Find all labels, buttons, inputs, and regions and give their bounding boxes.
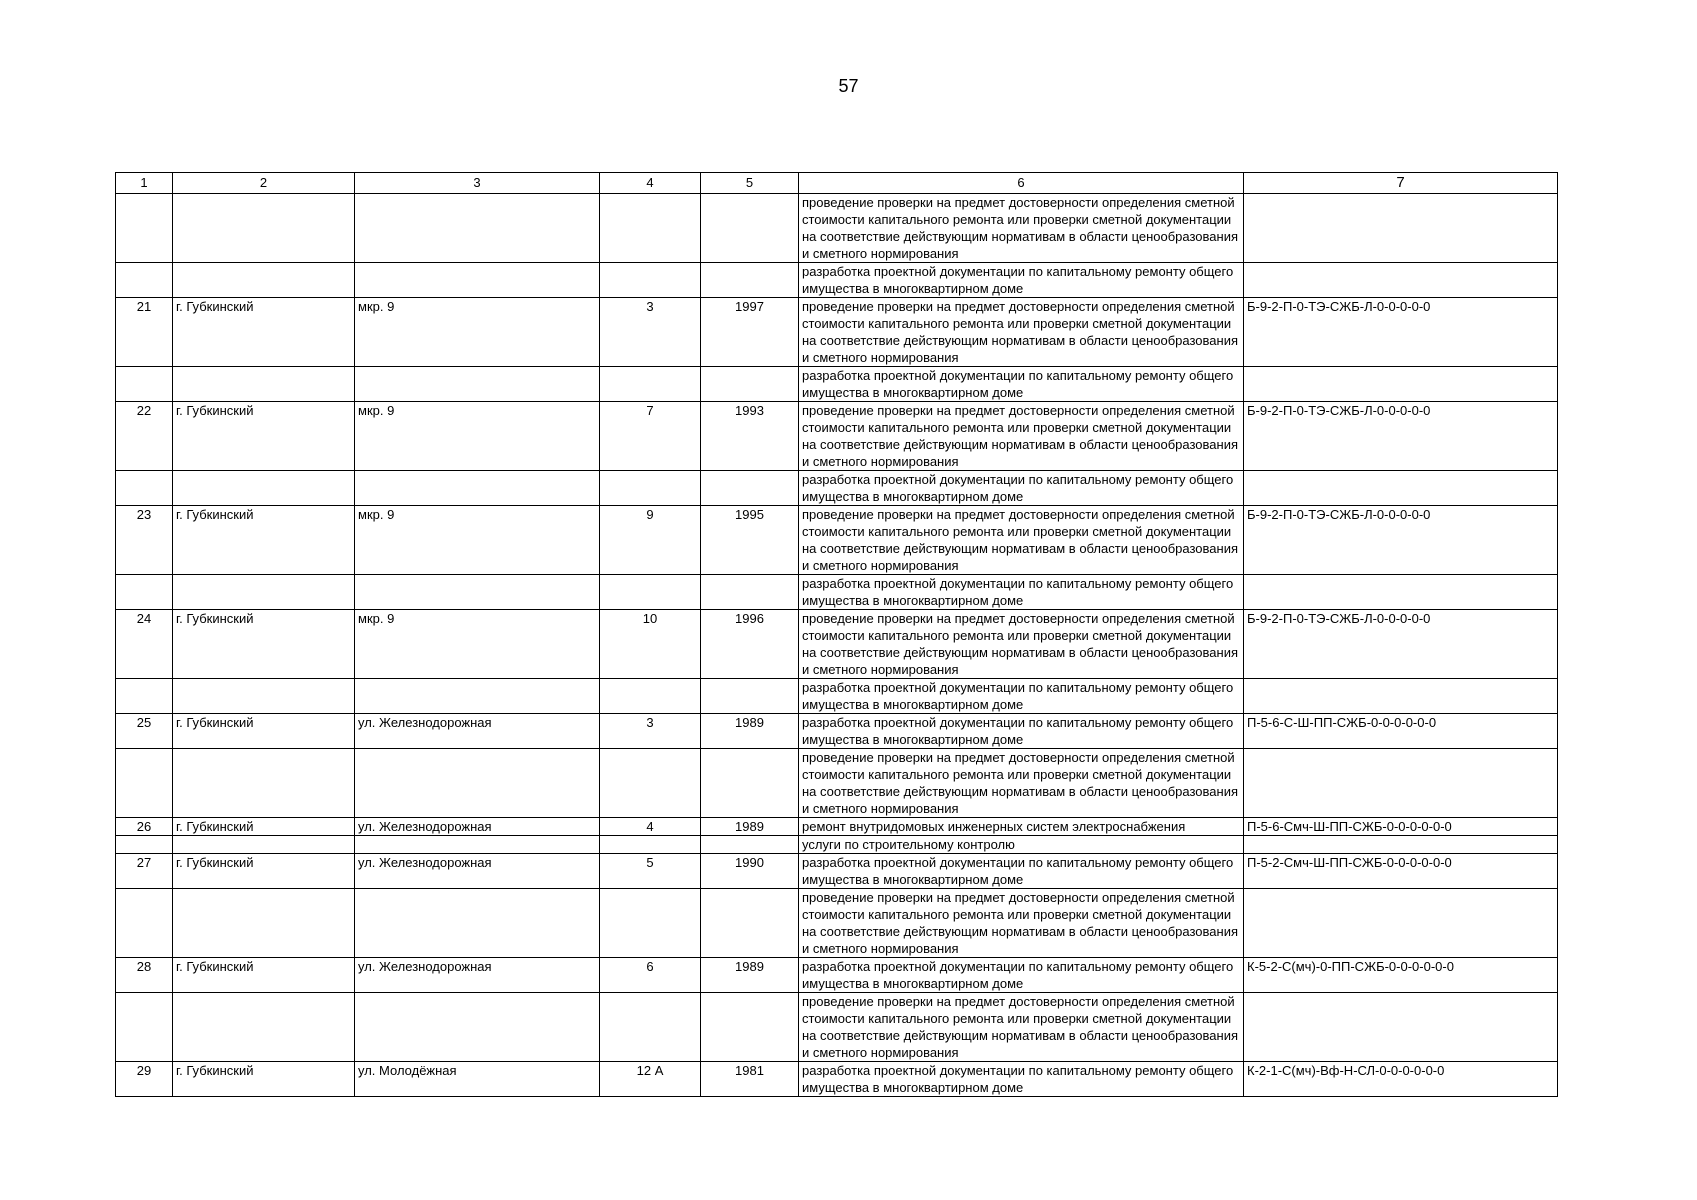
- city-cell: г. Губкинский: [173, 610, 355, 679]
- work-type-cell: разработка проектной документации по капитальному ремонту общего имущества в многоквартирном доме: [799, 575, 1244, 610]
- header-cell: 6: [799, 173, 1244, 194]
- header-cell: 5: [701, 173, 799, 194]
- row-number-cell: [116, 263, 173, 298]
- house-number-cell: [600, 993, 701, 1062]
- work-type-cell: разработка проектной документации по капитальному ремонту общего имущества в многоквартирном доме: [799, 714, 1244, 749]
- row-number-cell: 23: [116, 506, 173, 575]
- row-number-cell: [116, 679, 173, 714]
- house-number-cell: [600, 471, 701, 506]
- work-type-cell: проведение проверки на предмет достоверности определения сметной стоимости капитального ремонта или проверки сметной документации на соответствие действующим нормативам в области ценообразования и сметного нормирования: [799, 749, 1244, 818]
- row-number-cell: [116, 367, 173, 402]
- work-type-cell: проведение проверки на предмет достоверности определения сметной стоимости капитального ремонта или проверки сметной документации на соответствие действующим нормативам в области ценообразования и сметного нормирования: [799, 506, 1244, 575]
- work-type-cell: проведение проверки на предмет достоверности определения сметной стоимости капитального ремонта или проверки сметной документации на соответствие действующим нормативам в области ценообразования и сметного нормирования: [799, 194, 1244, 263]
- row-number-cell: 21: [116, 298, 173, 367]
- header-cell: 2: [173, 173, 355, 194]
- house-number-cell: 10: [600, 610, 701, 679]
- build-year-cell: 1996: [701, 610, 799, 679]
- city-cell: [173, 471, 355, 506]
- build-year-cell: [701, 194, 799, 263]
- house-number-cell: [600, 889, 701, 958]
- building-code-cell: [1244, 263, 1558, 298]
- build-year-cell: [701, 993, 799, 1062]
- street-cell: ул. Молодёжная: [355, 1062, 600, 1097]
- build-year-cell: [701, 679, 799, 714]
- work-type-cell: проведение проверки на предмет достоверности определения сметной стоимости капитального ремонта или проверки сметной документации на соответствие действующим нормативам в области ценообразования и сметного нормирования: [799, 993, 1244, 1062]
- city-cell: [173, 679, 355, 714]
- build-year-cell: [701, 836, 799, 854]
- street-cell: [355, 263, 600, 298]
- table-row: [116, 506, 1558, 575]
- header-cell: 3: [355, 173, 600, 194]
- work-type-cell: проведение проверки на предмет достоверности определения сметной стоимости капитального ремонта или проверки сметной документации на соответствие действующим нормативам в области ценообразования и сметного нормирования: [799, 889, 1244, 958]
- work-type-cell: разработка проектной документации по капитальному ремонту общего имущества в многоквартирном доме: [799, 263, 1244, 298]
- table-row: [116, 679, 1558, 714]
- house-number-cell: [600, 575, 701, 610]
- header-row: [116, 173, 1558, 194]
- table-row: [116, 263, 1558, 298]
- table-row: [116, 836, 1558, 854]
- row-number-cell: 25: [116, 714, 173, 749]
- row-number-cell: [116, 993, 173, 1062]
- building-code-cell: [1244, 889, 1558, 958]
- city-cell: [173, 889, 355, 958]
- city-cell: г. Губкинский: [173, 714, 355, 749]
- street-cell: ул. Железнодорожная: [355, 854, 600, 889]
- street-cell: [355, 679, 600, 714]
- table-row: [116, 818, 1558, 836]
- table-row: [116, 610, 1558, 679]
- city-cell: г. Губкинский: [173, 818, 355, 836]
- street-cell: мкр. 9: [355, 402, 600, 471]
- row-number-cell: [116, 836, 173, 854]
- house-number-cell: 7: [600, 402, 701, 471]
- building-code-cell: Б-9-2-П-0-ТЭ-СЖБ-Л-0-0-0-0-0: [1244, 298, 1558, 367]
- table-row: [116, 749, 1558, 818]
- build-year-cell: [701, 749, 799, 818]
- street-cell: [355, 575, 600, 610]
- table-row: [116, 958, 1558, 993]
- city-cell: г. Губкинский: [173, 402, 355, 471]
- city-cell: г. Губкинский: [173, 298, 355, 367]
- building-code-cell: [1244, 679, 1558, 714]
- city-cell: г. Губкинский: [173, 958, 355, 993]
- house-number-cell: [600, 263, 701, 298]
- table-row: [116, 889, 1558, 958]
- build-year-cell: [701, 367, 799, 402]
- street-cell: [355, 889, 600, 958]
- street-cell: [355, 194, 600, 263]
- building-code-cell: [1244, 367, 1558, 402]
- house-number-cell: 4: [600, 818, 701, 836]
- table-row: [116, 471, 1558, 506]
- row-number-cell: [116, 749, 173, 818]
- street-cell: [355, 836, 600, 854]
- city-cell: [173, 993, 355, 1062]
- build-year-cell: [701, 575, 799, 610]
- city-cell: [173, 836, 355, 854]
- row-number-cell: 22: [116, 402, 173, 471]
- building-code-cell: [1244, 575, 1558, 610]
- build-year-cell: 1981: [701, 1062, 799, 1097]
- city-cell: [173, 749, 355, 818]
- house-number-cell: [600, 194, 701, 263]
- table-row: [116, 298, 1558, 367]
- city-cell: [173, 194, 355, 263]
- building-code-cell: К-5-2-С(мч)-0-ПП-СЖБ-0-0-0-0-0-0: [1244, 958, 1558, 993]
- building-code-cell: П-5-2-Смч-Ш-ПП-СЖБ-0-0-0-0-0-0: [1244, 854, 1558, 889]
- table-row: [116, 194, 1558, 263]
- table-row: [116, 402, 1558, 471]
- city-cell: г. Губкинский: [173, 506, 355, 575]
- street-cell: ул. Железнодорожная: [355, 958, 600, 993]
- row-number-cell: 28: [116, 958, 173, 993]
- row-number-cell: [116, 194, 173, 263]
- work-type-cell: проведение проверки на предмет достоверности определения сметной стоимости капитального ремонта или проверки сметной документации на соответствие действующим нормативам в области ценообразования и сметного нормирования: [799, 610, 1244, 679]
- work-type-cell: разработка проектной документации по капитальному ремонту общего имущества в многоквартирном доме: [799, 854, 1244, 889]
- row-number-cell: 29: [116, 1062, 173, 1097]
- building-code-cell: Б-9-2-П-0-ТЭ-СЖБ-Л-0-0-0-0-0: [1244, 402, 1558, 471]
- building-code-cell: П-5-6-Смч-Ш-ПП-СЖБ-0-0-0-0-0-0: [1244, 818, 1558, 836]
- table-row: [116, 993, 1558, 1062]
- work-type-cell: ремонт внутридомовых инженерных систем электроснабжения: [799, 818, 1244, 836]
- street-cell: ул. Железнодорожная: [355, 714, 600, 749]
- building-code-cell: [1244, 194, 1558, 263]
- build-year-cell: 1990: [701, 854, 799, 889]
- house-number-cell: 3: [600, 714, 701, 749]
- city-cell: [173, 575, 355, 610]
- work-type-cell: проведение проверки на предмет достоверности определения сметной стоимости капитального ремонта или проверки сметной документации на соответствие действующим нормативам в области ценообразования и сметного нормирования: [799, 298, 1244, 367]
- header-cell: 1: [116, 173, 173, 194]
- work-type-cell: разработка проектной документации по капитальному ремонту общего имущества в многоквартирном доме: [799, 679, 1244, 714]
- work-type-cell: разработка проектной документации по капитальному ремонту общего имущества в многоквартирном доме: [799, 367, 1244, 402]
- building-code-cell: [1244, 993, 1558, 1062]
- house-number-cell: 3: [600, 298, 701, 367]
- build-year-cell: 1995: [701, 506, 799, 575]
- street-cell: мкр. 9: [355, 610, 600, 679]
- build-year-cell: [701, 889, 799, 958]
- build-year-cell: 1989: [701, 958, 799, 993]
- table-row: [116, 714, 1558, 749]
- building-code-cell: [1244, 749, 1558, 818]
- house-number-cell: [600, 367, 701, 402]
- city-cell: г. Губкинский: [173, 1062, 355, 1097]
- street-cell: мкр. 9: [355, 298, 600, 367]
- house-number-cell: [600, 679, 701, 714]
- building-code-cell: [1244, 836, 1558, 854]
- building-code-cell: П-5-6-С-Ш-ПП-СЖБ-0-0-0-0-0-0: [1244, 714, 1558, 749]
- house-number-cell: [600, 836, 701, 854]
- work-type-cell: услуги по строительному контролю: [799, 836, 1244, 854]
- city-cell: г. Губкинский: [173, 854, 355, 889]
- build-year-cell: [701, 263, 799, 298]
- page-number: 57: [838, 76, 859, 96]
- work-type-cell: разработка проектной документации по капитальному ремонту общего имущества в многоквартирном доме: [799, 471, 1244, 506]
- build-year-cell: [701, 471, 799, 506]
- work-type-cell: разработка проектной документации по капитальному ремонту общего имущества в многоквартирном доме: [799, 958, 1244, 993]
- building-code-cell: [1244, 471, 1558, 506]
- table-row: [116, 367, 1558, 402]
- build-year-cell: 1989: [701, 818, 799, 836]
- row-number-cell: [116, 889, 173, 958]
- city-cell: [173, 367, 355, 402]
- work-type-cell: разработка проектной документации по капитальному ремонту общего имущества в многоквартирном доме: [799, 1062, 1244, 1097]
- building-code-cell: Б-9-2-П-0-ТЭ-СЖБ-Л-0-0-0-0-0: [1244, 506, 1558, 575]
- build-year-cell: 1997: [701, 298, 799, 367]
- house-number-cell: [600, 749, 701, 818]
- row-number-cell: [116, 575, 173, 610]
- table-row: [116, 854, 1558, 889]
- build-year-cell: 1989: [701, 714, 799, 749]
- street-cell: [355, 749, 600, 818]
- row-number-cell: [116, 471, 173, 506]
- building-code-cell: Б-9-2-П-0-ТЭ-СЖБ-Л-0-0-0-0-0: [1244, 610, 1558, 679]
- header-cell: 7: [1244, 173, 1558, 194]
- row-number-cell: 27: [116, 854, 173, 889]
- row-number-cell: 26: [116, 818, 173, 836]
- street-cell: мкр. 9: [355, 506, 600, 575]
- street-cell: [355, 367, 600, 402]
- house-number-cell: 5: [600, 854, 701, 889]
- house-number-cell: 6: [600, 958, 701, 993]
- table-row: [116, 1062, 1558, 1097]
- house-number-cell: 9: [600, 506, 701, 575]
- street-cell: [355, 993, 600, 1062]
- building-code-cell: К-2-1-С(мч)-Вф-Н-СЛ-0-0-0-0-0-0: [1244, 1062, 1558, 1097]
- house-number-cell: 12 А: [600, 1062, 701, 1097]
- data-table: [115, 172, 1558, 1097]
- build-year-cell: 1993: [701, 402, 799, 471]
- header-cell: 4: [600, 173, 701, 194]
- street-cell: ул. Железнодорожная: [355, 818, 600, 836]
- table-row: [116, 575, 1558, 610]
- work-type-cell: проведение проверки на предмет достоверности определения сметной стоимости капитального ремонта или проверки сметной документации на соответствие действующим нормативам в области ценообразования и сметного нормирования: [799, 402, 1244, 471]
- city-cell: [173, 263, 355, 298]
- street-cell: [355, 471, 600, 506]
- row-number-cell: 24: [116, 610, 173, 679]
